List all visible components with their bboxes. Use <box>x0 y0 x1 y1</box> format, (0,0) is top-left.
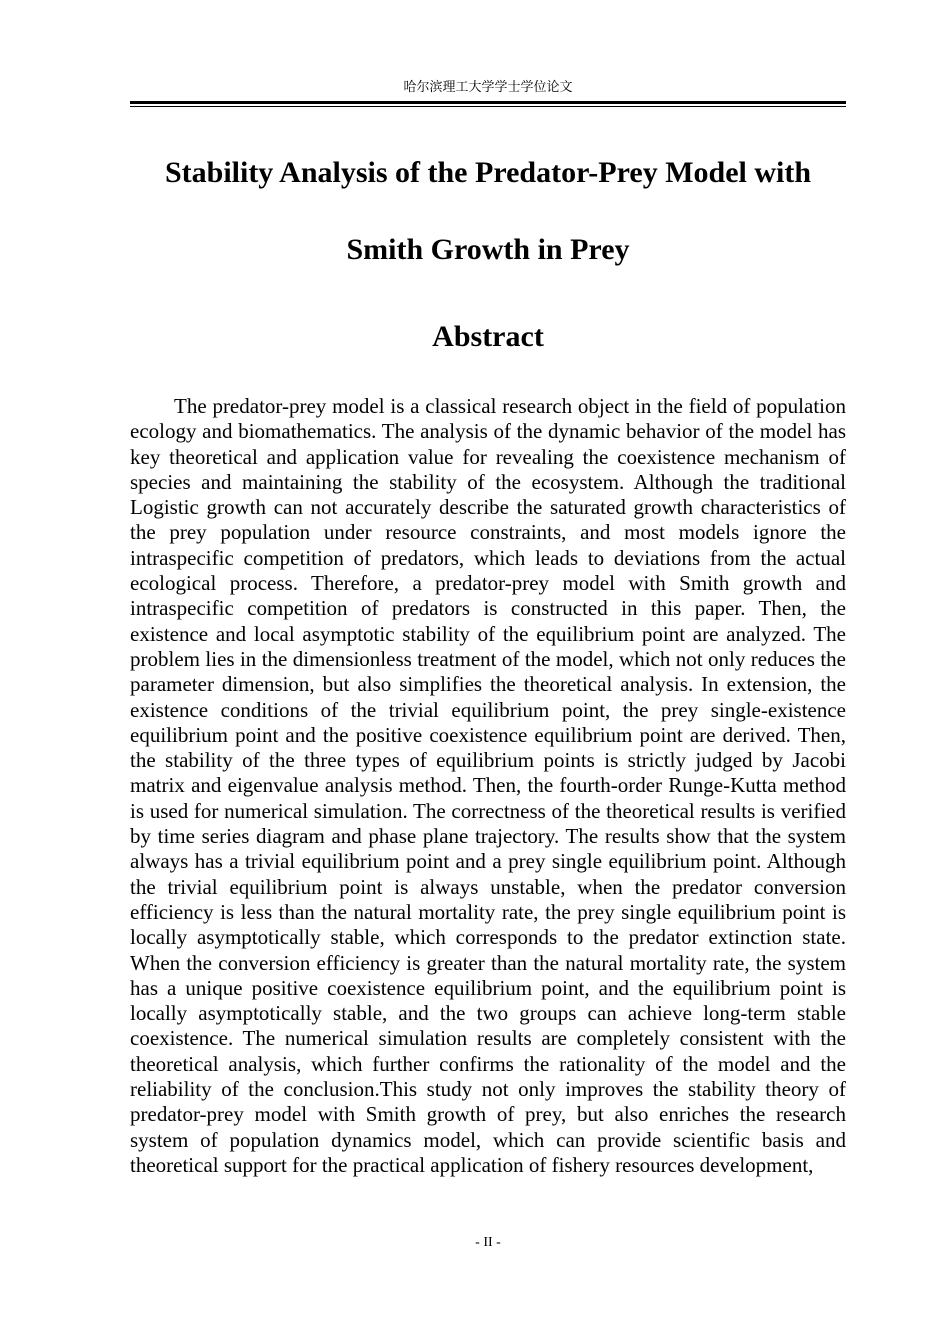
thesis-title-line-1: Stability Analysis of the Predator-Prey Model with <box>164 156 812 189</box>
section-heading: Abstract <box>432 320 544 353</box>
header-rule-thick <box>130 101 846 104</box>
abstract-paragraph: The predator-prey model is a classical research object in the field of population ecology and biomathematics. The analysis of the dynamic behavior of the model has key theoretical and application value for revealing the coexistence mechanism of species and maintaining the stability of the ecosystem. Although the traditional Logistic growth can not accurately describe the saturated growth characteristics of the prey population under resource constraints, and most models ignore the intraspecific competition of predators, which leads to deviations from the actual ecological process. Therefore, a predator-prey model with Smith growth and intraspecific competition of predators is constructed in this paper. Then, the existence and local asymptotic stability of the equilibrium point are analyzed. The problem lies in the dimensionless treatment of the model, which not only reduces the parameter dimension, but also simplifies the theoretical analysis. In extension, the existence conditions of the trivial equilibrium point, the prey single-existence equilibrium point and the positive coexistence equilibrium point are derived. Then, the stability of the three types of equilibrium points is strictly judged by Jacobi matrix and eigenvalue analysis method. Then, the fourth-order Runge-Kutta method is used for numerical simulation. The correctness of the theoretical results is verified by time series diagram and phase plane trajectory. The results show that the system always has a trivial equilibrium point and a prey single equilibrium point. Although the trivial equilibrium point is always unstable, when the predator conversion efficiency is less than the natural mortality rate, the prey single equilibrium point is locally asymptotically stable, which corresponds to the predator extinction state. When the conversion efficiency is greater than the natural mortality rate, the system has a unique positive coexistence equilibrium point, and the equilibrium point is locally asymptotically stable, and the two groups can achieve long-term stable coexistence. The numerical simulation results are completely consistent with the theoretical analysis, which further confirms the rationality of the model and the reliability of the conclusion.This study not only improves the stability theory of predator-prey model with Smith growth of prey, but also enriches the research system of population dynamics model, which can provide scientific basis and theoretical support for the practical application of fishery resources development, <box>130 394 846 1177</box>
header-rule-thin <box>130 106 846 107</box>
thesis-title-line-2: Smith Growth in Prey <box>346 233 630 266</box>
page-number: - II - <box>475 1235 501 1250</box>
running-header: 哈尔滨理工大学学士学位论文 <box>403 80 573 95</box>
